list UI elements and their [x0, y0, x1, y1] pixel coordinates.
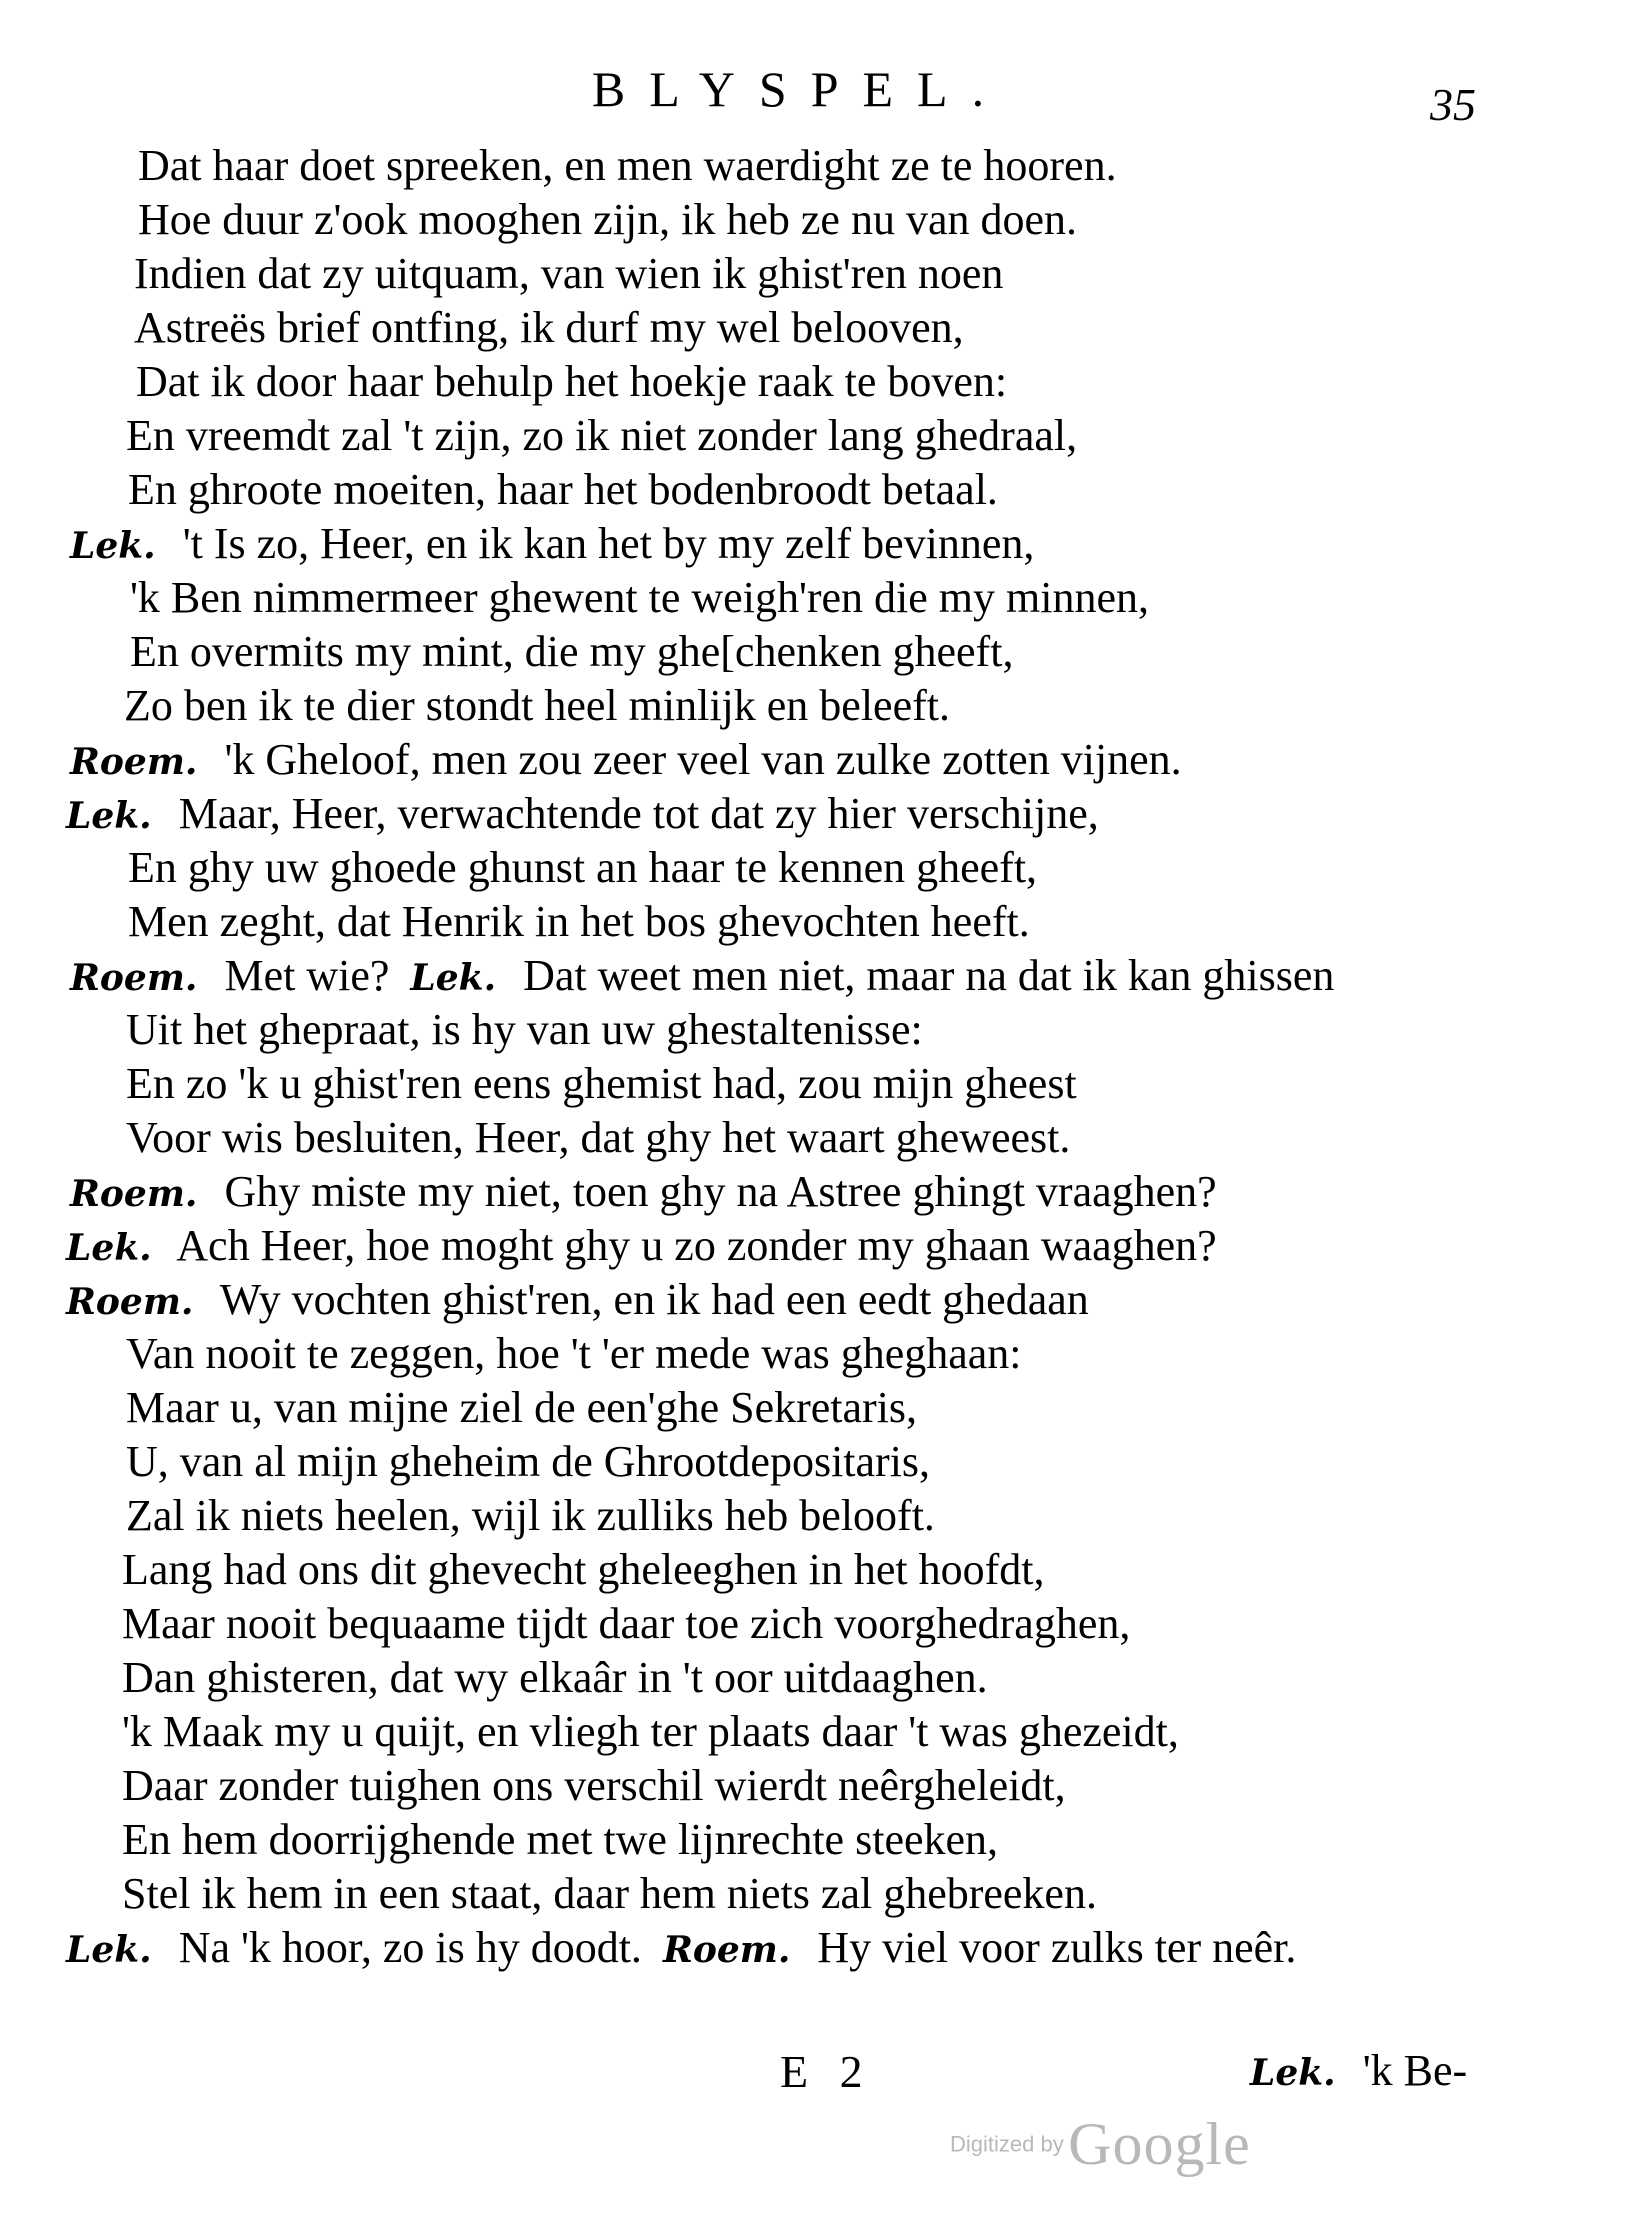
speaker-label: Roem. [70, 1173, 198, 1215]
watermark-brand: Google [1068, 2111, 1251, 2177]
verse-line-text: 'k Ben nimmermeer ghewent te weigh'ren die my minnen, [130, 573, 1150, 622]
verse-line [126, 1382, 917, 1434]
verse-line [138, 140, 1117, 192]
verse-line [70, 734, 1182, 786]
speaker-label: Lek. [66, 795, 152, 837]
catchword-text: 'k Be- [1362, 2046, 1468, 2095]
verse-line [130, 626, 1013, 678]
verse-line [70, 1166, 1217, 1218]
verse-line [126, 1004, 923, 1056]
verse-line-text: Maar u, van mijne ziel de een'ghe Sekretaris, [126, 1383, 918, 1432]
verse-line-text: Voor wis besluiten, Heer, dat ghy het waart gheweest. [126, 1113, 1071, 1162]
speaker-label: Lek. [66, 1227, 152, 1269]
verse-line-text: 'k Gheloof, men zou zeer veel van zulke zotten vijnen. [224, 735, 1182, 784]
verse-line [66, 1220, 1217, 1272]
verse-line [122, 1868, 1097, 1920]
verse-line-text: En overmits my mint, die my ghe[chenken gheeft, [130, 627, 1014, 676]
verse-line-text: Uit het ghepraat, is hy van uw ghestaltenisse: [126, 1005, 923, 1054]
verse-line-text: Na 'k hoor, zo is hy doodt. [178, 1923, 642, 1972]
verse-line-text: Hy viel voor zulks ter neêr. [817, 1923, 1297, 1972]
verse-line-text: En vreemdt zal 't zijn, zo ik niet zonder lang ghedraal, [126, 411, 1078, 460]
verse-line-text: Lang had ons dit ghevecht gheleeghen in het hoofdt, [122, 1545, 1045, 1594]
verse-line-text: Met wie? [224, 951, 390, 1000]
speaker-label: Roem. [70, 957, 198, 999]
verse-line [122, 1814, 998, 1866]
verse-line-text: En ghy uw ghoede ghunst an haar te kennen gheeft, [128, 843, 1038, 892]
verse-line-text: En hem doorrijghende met twe lijnrechte steeken, [122, 1815, 999, 1864]
speaker-label: Lek. [66, 1929, 152, 1971]
verse-line [122, 1544, 1045, 1596]
verse-line-text: Ach Heer, hoe moght ghy u zo zonder my ghaan waaghen? [176, 1221, 1217, 1270]
verse-line-text: Dat haar doet spreeken, en men waerdight ze te hooren. [138, 141, 1117, 190]
verse-line [136, 356, 1007, 408]
verse-line-text: En ghroote moeiten, haar het bodenbroodt betaal. [128, 465, 998, 514]
verse-line-text: Dat weet men niet, maar na dat ik kan ghissen [523, 951, 1335, 1000]
verse-line-text: Dat ik door haar behulp het hoekje raak te boven: [136, 357, 1008, 406]
verse-line-text: Maar, Heer, verwachtende tot dat zy hier verschijne, [178, 789, 1099, 838]
verse-line [126, 1328, 1022, 1380]
verse-line [122, 1760, 1066, 1812]
verse-line-text: Indien dat zy uitquam, van wien ik ghist'ren noen [134, 249, 1004, 298]
verse-line-text: 'k Maak my u quijt, en vliegh ter plaats daar 't was ghezeidt, [122, 1707, 1179, 1756]
verse-line [138, 194, 1077, 246]
verse-line [66, 788, 1099, 840]
verse-line [128, 842, 1037, 894]
verse-line [126, 1490, 935, 1542]
verse-line [122, 1706, 1179, 1758]
verse-line-text: Men zeght, dat Henrik in het bos ghevochten heeft. [128, 897, 1030, 946]
verse-line-text: 't Is zo, Heer, en ik kan het by my zelf bevinnen, [182, 519, 1035, 568]
verse-line [126, 410, 1077, 462]
verse-line [70, 518, 1034, 570]
verse-line [66, 1922, 1296, 1974]
digitization-watermark [950, 2110, 1251, 2179]
speaker-label: Lek. [410, 957, 497, 999]
verse-line-text: Maar nooit bequaame tijdt daar toe zich voorghedraghen, [122, 1599, 1131, 1648]
signature-mark: E 2 [780, 2046, 873, 2097]
speaker-label: Roem. [662, 1929, 791, 1971]
speaker-label: Roem. [70, 741, 198, 783]
verse-line [134, 248, 1003, 300]
page-number: 35 [1430, 79, 1476, 130]
verse-line-text: Ghy miste my niet, toen ghy na Astree ghingt vraaghen? [224, 1167, 1217, 1216]
verse-line-text: Hoe duur z'ook mooghen zijn, ik heb ze nu van doen. [138, 195, 1078, 244]
running-head: BLYSPEL. [591, 61, 1009, 117]
verse-line [126, 1058, 1077, 1110]
watermark-prefix: Digitized by [950, 2131, 1064, 2157]
verse-line-text: Stel ik hem in een staat, daar hem niets zal ghebreeken. [122, 1869, 1097, 1918]
verse-line [126, 1436, 930, 1488]
verse-line [128, 896, 1030, 948]
verse-line-text: Daar zonder tuighen ons verschil wierdt neêrgheleidt, [122, 1761, 1066, 1810]
verse-line [122, 1598, 1130, 1650]
verse-line [124, 680, 950, 732]
verse-line [134, 302, 964, 354]
verse-line [122, 1652, 988, 1704]
verse-line-text: En zo 'k u ghist'ren eens ghemist had, zou mijn gheest [126, 1059, 1077, 1108]
verse-line [130, 572, 1149, 624]
catchword [1250, 2045, 1467, 2096]
verse-line-text: Dan ghisteren, dat wy elkaâr in 't oor uitdaaghen. [122, 1653, 988, 1702]
verse-line-text: U, van al mijn gheheim de Ghrootdepositaris, [126, 1437, 931, 1486]
verse-line-text: Astreës brief ontfing, ik durf my wel belooven, [134, 303, 964, 352]
verse-line-text: Van nooit te zeggen, hoe 't 'er mede was gheghaan: [126, 1329, 1022, 1378]
verse-line-text: Wy vochten ghist'ren, en ik had een eedt ghedaan [219, 1275, 1089, 1324]
verse-line [70, 950, 1334, 1002]
verse-line-text: Zal ik niets heelen, wijl ik zulliks heb belooft. [126, 1491, 935, 1540]
speaker-label: Roem. [66, 1281, 194, 1323]
speaker-label: Lek. [1250, 2052, 1336, 2094]
verse-line [66, 1274, 1089, 1326]
speaker-label: Lek. [70, 525, 156, 567]
verse-line [128, 464, 998, 516]
verse-line [126, 1112, 1070, 1164]
verse-line-text: Zo ben ik te dier stondt heel minlijk en beleeft. [124, 681, 950, 730]
